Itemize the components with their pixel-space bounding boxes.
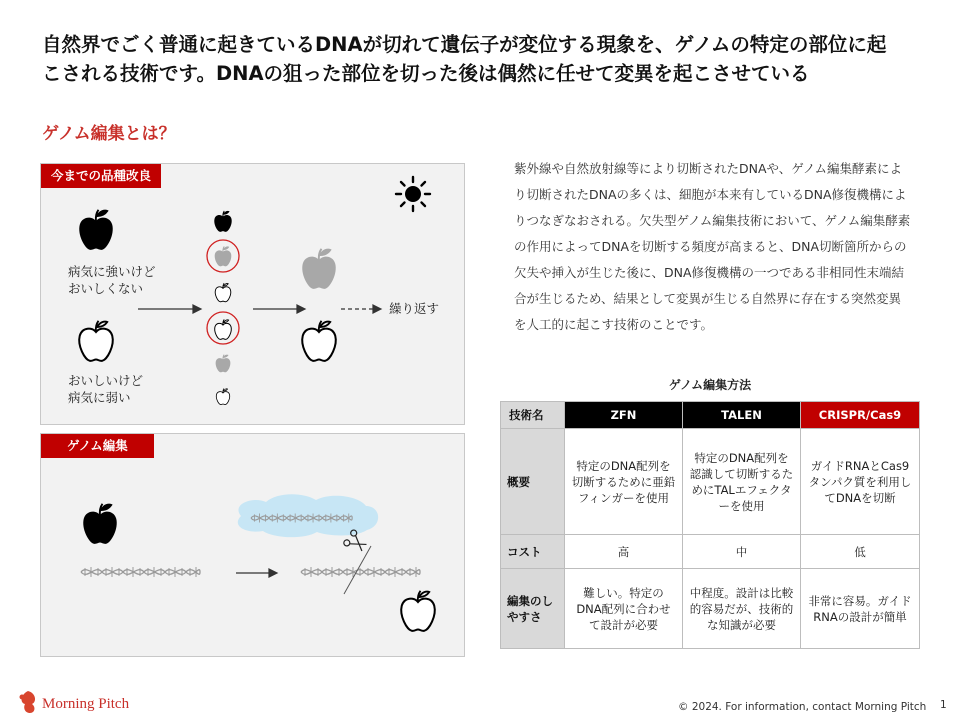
methods-table-title: ゲノム編集方法	[668, 378, 752, 392]
page-headline	[42, 30, 932, 88]
apple-icon	[83, 504, 116, 544]
row-header-cost: コスト	[501, 535, 565, 569]
apple-icon	[302, 321, 335, 361]
table-cell: 難しい。特定のDNA配列に合わせて設計が必要	[565, 569, 683, 649]
table-cell: 高	[565, 535, 683, 569]
disease-resistant-line-2: おいしくない	[68, 281, 144, 296]
table-header-row	[501, 402, 920, 429]
table-cell: 特定のDNA配列を切断するために亜鉛フィンガーを使用	[565, 429, 683, 535]
table-row	[501, 569, 920, 649]
arrow-right-icon	[253, 305, 305, 313]
column-header-crispr: CRISPR/Cas9	[801, 402, 920, 429]
brand-name: Morning Pitch	[42, 696, 130, 712]
table-row	[501, 535, 920, 569]
repeat-label: 繰り返す	[389, 301, 440, 316]
column-header-talen: TALEN	[683, 402, 801, 429]
table-cell: 中	[683, 535, 801, 569]
apple-icon	[214, 211, 231, 232]
dna-helix-icon	[81, 567, 200, 577]
arrow-right-icon	[138, 305, 201, 313]
table-cell: 中程度。設計は比較的容易だが、技術的な知識が必要	[683, 569, 801, 649]
page-number: 1	[940, 699, 947, 711]
apple-icon	[216, 389, 229, 405]
tasty-line-2: 病気に弱い	[68, 390, 131, 405]
table-cell: 特定のDNA配列を認識して切断するためにTALエフェクターを使用	[683, 429, 801, 535]
traditional-breeding-tag: 今までの品種改良	[41, 164, 161, 188]
column-header-technique: 技術名	[501, 402, 565, 429]
row-header-ease: 編集のしやすさ	[501, 569, 565, 649]
methods-table	[500, 401, 920, 649]
table-cell: ガイドRNAとCas9タンパク質を利用してDNAを切断	[801, 429, 920, 535]
apple-icon	[215, 246, 232, 266]
traditional-breeding-illustration	[41, 164, 464, 424]
tasty-line-1: おいしいけど	[68, 373, 144, 388]
genome-editing-illustration	[41, 434, 464, 656]
disease-resistant-line-1: 病気に強いけど	[68, 264, 156, 279]
apple-icon	[302, 249, 335, 289]
apple-icon	[215, 319, 232, 339]
arrow-right-icon	[236, 569, 277, 577]
genome-editing-panel	[40, 433, 465, 657]
genome-editing-tag: ゲノム編集	[41, 434, 154, 458]
apple-icon	[79, 210, 112, 250]
logo-mark-icon	[16, 689, 40, 715]
column-header-zfn: ZFN	[565, 402, 683, 429]
arrow-right-icon	[341, 305, 381, 313]
headline-line-1: 自然界でごく普通に起きているDNAが切れて遺伝子が変位する現象を、ゲノムの特定の部位に起	[42, 33, 887, 56]
copyright-text: © 2024. For information, contact Morning Pitch	[678, 701, 927, 713]
traditional-breeding-panel	[40, 163, 465, 425]
headline-line-2: こされる技術です。DNAの狙った部位を切った後は偶然に任せて変異を起こさせている	[42, 62, 810, 85]
sun-icon	[396, 177, 430, 211]
row-header-overview: 概要	[501, 429, 565, 535]
apple-icon	[79, 321, 112, 361]
section-title: ゲノム編集とは？	[42, 124, 176, 144]
apple-icon	[401, 591, 434, 631]
apple-icon	[215, 283, 231, 302]
apple-icon	[216, 355, 231, 373]
table-cell: 非常に容易。ガイドRNAの設計が簡単	[801, 569, 920, 649]
dna-helix-icon	[301, 567, 420, 577]
table-cell: 低	[801, 535, 920, 569]
table-row	[501, 429, 920, 535]
description-text: 紫外線や自然放射線等により切断されたDNAや、ゲノム編集酵素により切断されたDNAの多くは、細胞が本来有しているDNA修復機構によりつなぎなおされる。欠失型ゲノム編集技術において、ゲノム編集酵素の作用によってDNAを切断する頻度が高まると、DNA切断箇所からの欠失や挿入が生じた後に、DNA修復機構の一つである非相同性末端結合が生じるため、結果として変異が生じる自然界に存在する突然変異を人工的に起こす技術のことです。	[514, 161, 911, 332]
